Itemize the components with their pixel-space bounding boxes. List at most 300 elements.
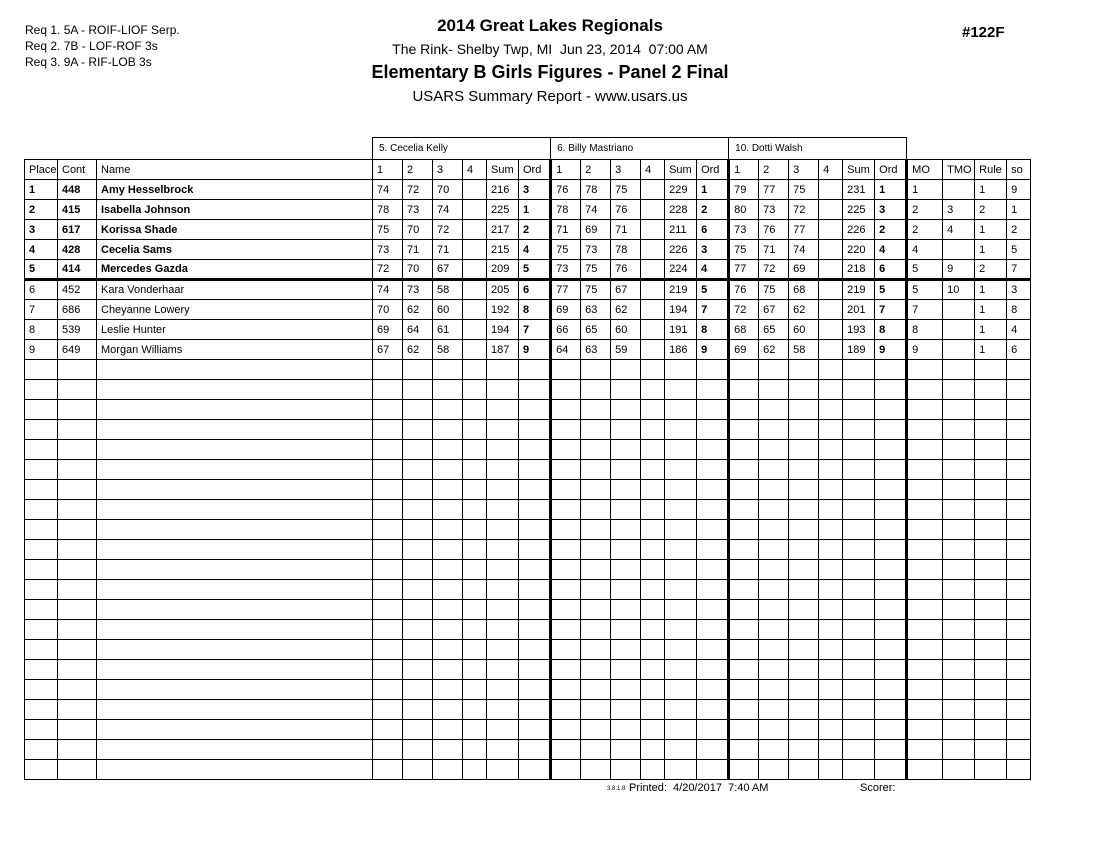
empty-row [25, 740, 1031, 760]
cell-empty [943, 560, 975, 580]
cell-empty [819, 420, 843, 440]
cell-empty [97, 700, 373, 720]
cell-j3-s4 [819, 300, 843, 320]
cell-empty [97, 740, 373, 760]
cell-empty [403, 760, 433, 780]
cell-j1-s4 [463, 200, 487, 220]
cell-empty [373, 440, 403, 460]
cell-j2-s2: 63 [581, 300, 611, 320]
cell-empty [403, 640, 433, 660]
cell-empty [97, 460, 373, 480]
cell-empty [875, 740, 907, 760]
cell-j3-s4 [819, 320, 843, 340]
cell-empty [697, 740, 729, 760]
cell-empty [58, 520, 97, 540]
cell-empty [1007, 420, 1031, 440]
cell-empty [943, 420, 975, 440]
cell-rule: 1 [975, 220, 1007, 240]
cell-empty [463, 700, 487, 720]
cell-empty [759, 600, 789, 620]
cell-empty [843, 480, 875, 500]
cell-empty [25, 660, 58, 680]
cell-empty [611, 700, 641, 720]
cell-empty [907, 740, 943, 760]
cell-empty [665, 360, 697, 380]
cell-empty [975, 760, 1007, 780]
cell-name: Isabella Johnson [97, 200, 373, 220]
cell-empty [843, 680, 875, 700]
cell-j1-sum: 187 [487, 340, 519, 360]
cell-empty [581, 400, 611, 420]
cell-empty [665, 540, 697, 560]
cell-empty [487, 360, 519, 380]
column-header-so: so [1007, 160, 1031, 180]
cell-empty [581, 520, 611, 540]
cell-empty [611, 380, 641, 400]
cell-empty [97, 680, 373, 700]
cell-empty [403, 600, 433, 620]
cell-empty [759, 540, 789, 560]
cell-empty [907, 540, 943, 560]
cell-empty [641, 640, 665, 660]
cell-empty [759, 360, 789, 380]
cell-so: 1 [1007, 200, 1031, 220]
cell-j1-ord: 4 [519, 240, 551, 260]
cell-empty [665, 720, 697, 740]
cell-empty [97, 360, 373, 380]
cell-j2-s1: 78 [551, 200, 581, 220]
cell-j1-s2: 70 [403, 220, 433, 240]
cell-empty [1007, 660, 1031, 680]
cell-empty [943, 720, 975, 740]
cell-j1-ord: 9 [519, 340, 551, 360]
column-header-j1-s2: 2 [403, 160, 433, 180]
cell-empty [433, 360, 463, 380]
column-header-rule: Rule [975, 160, 1007, 180]
cell-empty [403, 360, 433, 380]
cell-empty [519, 760, 551, 780]
cell-empty [907, 760, 943, 780]
cell-empty [487, 500, 519, 520]
cell-empty [611, 740, 641, 760]
cell-empty [943, 380, 975, 400]
cell-empty [433, 500, 463, 520]
cell-place: 1 [25, 180, 58, 200]
cell-empty [843, 360, 875, 380]
cell-empty [819, 520, 843, 540]
cell-empty [943, 520, 975, 540]
cell-empty [819, 720, 843, 740]
cell-empty [463, 560, 487, 580]
cell-j1-s4 [463, 240, 487, 260]
cell-empty [665, 700, 697, 720]
cell-empty [611, 620, 641, 640]
cell-empty [58, 420, 97, 440]
cell-empty [975, 700, 1007, 720]
cell-j3-ord: 9 [875, 340, 907, 360]
cell-j3-s2: 77 [759, 180, 789, 200]
cell-j1-s3: 58 [433, 280, 463, 300]
cell-tmo [943, 320, 975, 340]
cell-empty [759, 740, 789, 760]
cell-empty [907, 380, 943, 400]
cell-empty [1007, 740, 1031, 760]
cell-empty [581, 620, 611, 640]
cell-empty [373, 400, 403, 420]
cell-empty [843, 620, 875, 640]
cell-empty [97, 720, 373, 740]
cell-empty [843, 760, 875, 780]
cell-empty [58, 540, 97, 560]
cell-empty [581, 600, 611, 620]
cell-empty [819, 760, 843, 780]
column-header-j3-s2: 2 [759, 160, 789, 180]
cell-empty [1007, 460, 1031, 480]
cell-so: 4 [1007, 320, 1031, 340]
cell-empty [487, 420, 519, 440]
cell-empty [463, 740, 487, 760]
cell-empty [729, 680, 759, 700]
cell-empty [58, 660, 97, 680]
cell-cont: 617 [58, 220, 97, 240]
cell-empty [487, 640, 519, 660]
cell-empty [819, 700, 843, 720]
cell-empty [697, 520, 729, 540]
cell-empty [487, 380, 519, 400]
cell-j2-s1: 71 [551, 220, 581, 240]
column-header-j2-s2: 2 [581, 160, 611, 180]
cell-j2-s3: 60 [611, 320, 641, 340]
cell-empty [697, 720, 729, 740]
empty-row [25, 700, 1031, 720]
cell-empty [97, 400, 373, 420]
cell-j2-s1: 75 [551, 240, 581, 260]
empty-row [25, 640, 1031, 660]
cell-empty [519, 600, 551, 620]
column-header-j1-ord: Ord [519, 160, 551, 180]
cell-empty [581, 660, 611, 680]
cell-tmo [943, 180, 975, 200]
cell-empty [729, 480, 759, 500]
cell-j1-s3: 60 [433, 300, 463, 320]
cell-tmo: 10 [943, 280, 975, 300]
cell-j1-sum: 225 [487, 200, 519, 220]
cell-j1-sum: 192 [487, 300, 519, 320]
cell-mo: 9 [907, 340, 943, 360]
cell-empty [697, 400, 729, 420]
cell-empty [519, 360, 551, 380]
cell-empty [819, 740, 843, 760]
cell-empty [907, 460, 943, 480]
cell-empty [875, 440, 907, 460]
cell-empty [759, 580, 789, 600]
cell-empty [943, 600, 975, 620]
cell-empty [58, 380, 97, 400]
cell-empty [759, 720, 789, 740]
cell-empty [25, 360, 58, 380]
cell-j3-s4 [819, 280, 843, 300]
cell-empty [729, 620, 759, 640]
cell-empty [581, 700, 611, 720]
cell-empty [519, 380, 551, 400]
cell-empty [403, 540, 433, 560]
cell-empty [759, 760, 789, 780]
skater-row [25, 200, 1031, 220]
cell-empty [789, 400, 819, 420]
cell-empty [403, 440, 433, 460]
cell-place: 2 [25, 200, 58, 220]
cell-j3-sum: 220 [843, 240, 875, 260]
cell-j3-s1: 75 [729, 240, 759, 260]
cell-empty [907, 560, 943, 580]
cell-empty [403, 560, 433, 580]
cell-empty [403, 620, 433, 640]
cell-empty [975, 480, 1007, 500]
cell-empty [943, 760, 975, 780]
cell-empty [58, 740, 97, 760]
cell-empty [641, 660, 665, 680]
cell-empty [463, 660, 487, 680]
cell-empty [665, 520, 697, 540]
cell-empty [819, 540, 843, 560]
cell-j3-s3: 62 [789, 300, 819, 320]
cell-empty [875, 560, 907, 580]
cell-j2-sum: 211 [665, 220, 697, 240]
cell-empty [463, 580, 487, 600]
cell-empty [641, 740, 665, 760]
cell-j2-s4 [641, 240, 665, 260]
cell-empty [581, 360, 611, 380]
event-code: #122F [962, 24, 1005, 41]
cell-empty [819, 600, 843, 620]
cell-empty [25, 440, 58, 460]
column-header-j2-ord: Ord [697, 160, 729, 180]
cell-empty [759, 460, 789, 480]
cell-empty [487, 740, 519, 760]
cell-empty [789, 480, 819, 500]
cell-empty [789, 560, 819, 580]
cell-cont: 539 [58, 320, 97, 340]
cell-name: Morgan Williams [97, 340, 373, 360]
cell-j2-s4 [641, 180, 665, 200]
cell-empty [1007, 400, 1031, 420]
cell-empty [975, 460, 1007, 480]
cell-empty [433, 760, 463, 780]
cell-empty [25, 460, 58, 480]
cell-empty [641, 480, 665, 500]
software-version: 3.8.1.8 [607, 786, 626, 792]
cell-empty [641, 620, 665, 640]
cell-empty [875, 480, 907, 500]
cell-j2-s4 [641, 200, 665, 220]
cell-empty [789, 460, 819, 480]
cell-empty [463, 400, 487, 420]
cell-empty [975, 520, 1007, 540]
cell-empty [1007, 480, 1031, 500]
cell-empty [875, 680, 907, 700]
cell-empty [729, 500, 759, 520]
cell-j3-s1: 73 [729, 220, 759, 240]
empty-row [25, 520, 1031, 540]
cell-empty [819, 580, 843, 600]
cell-so: 6 [1007, 340, 1031, 360]
cell-j2-s2: 75 [581, 260, 611, 280]
cell-mo: 4 [907, 240, 943, 260]
cell-j3-sum: 225 [843, 200, 875, 220]
cell-empty [907, 620, 943, 640]
cell-empty [789, 620, 819, 640]
cell-j3-s3: 60 [789, 320, 819, 340]
cell-empty [403, 400, 433, 420]
column-header-j3-ord: Ord [875, 160, 907, 180]
cell-j1-s2: 71 [403, 240, 433, 260]
cell-empty [581, 440, 611, 460]
cell-empty [875, 460, 907, 480]
cell-empty [611, 360, 641, 380]
cell-j2-ord: 2 [697, 200, 729, 220]
cell-empty [581, 480, 611, 500]
cell-tmo [943, 240, 975, 260]
cell-empty [519, 420, 551, 440]
cell-j1-ord: 3 [519, 180, 551, 200]
cell-empty [373, 380, 403, 400]
skater-row [25, 320, 1031, 340]
cell-empty [697, 480, 729, 500]
cell-empty [1007, 560, 1031, 580]
cell-empty [975, 380, 1007, 400]
cell-empty [433, 400, 463, 420]
cell-empty [433, 660, 463, 680]
cell-j3-ord: 8 [875, 320, 907, 340]
cell-empty [697, 460, 729, 480]
cell-empty [25, 680, 58, 700]
cell-empty [759, 620, 789, 640]
cell-empty [433, 740, 463, 760]
cell-empty [611, 420, 641, 440]
cell-empty [403, 700, 433, 720]
cell-empty [403, 500, 433, 520]
cell-tmo [943, 300, 975, 320]
cell-empty [487, 480, 519, 500]
cell-empty [697, 500, 729, 520]
cell-empty [975, 720, 1007, 740]
column-header-j1-sum: Sum [487, 160, 519, 180]
cell-empty [665, 620, 697, 640]
cell-j1-sum: 194 [487, 320, 519, 340]
cell-empty [551, 660, 581, 680]
cell-tmo [943, 340, 975, 360]
cell-empty [975, 620, 1007, 640]
cell-empty [943, 540, 975, 560]
cell-empty [551, 580, 581, 600]
cell-empty [729, 760, 759, 780]
cell-empty [975, 500, 1007, 520]
cell-empty [58, 360, 97, 380]
cell-j3-s4 [819, 200, 843, 220]
cell-empty [729, 660, 759, 680]
cell-empty [25, 600, 58, 620]
cell-j2-s3: 76 [611, 260, 641, 280]
cell-tmo: 9 [943, 260, 975, 280]
cell-empty [463, 380, 487, 400]
column-header-tmo: TMO [943, 160, 975, 180]
cell-j2-s4 [641, 320, 665, 340]
cell-j1-s1: 69 [373, 320, 403, 340]
cell-place: 3 [25, 220, 58, 240]
cell-j2-s3: 75 [611, 180, 641, 200]
cell-empty [487, 440, 519, 460]
cell-j3-s1: 69 [729, 340, 759, 360]
cell-j1-s2: 73 [403, 280, 433, 300]
cell-empty [433, 520, 463, 540]
cell-empty [519, 500, 551, 520]
cell-empty [641, 680, 665, 700]
cell-j1-s4 [463, 280, 487, 300]
cell-empty [843, 400, 875, 420]
cell-j2-s4 [641, 300, 665, 320]
skater-row [25, 240, 1031, 260]
cell-empty [373, 540, 403, 560]
empty-row [25, 400, 1031, 420]
skater-row [25, 180, 1031, 200]
cell-empty [1007, 380, 1031, 400]
cell-empty [789, 580, 819, 600]
event-title: Elementary B Girls Figures - Panel 2 Final [371, 62, 729, 82]
cell-empty [697, 660, 729, 680]
cell-empty [907, 640, 943, 660]
empty-row [25, 480, 1031, 500]
cell-empty [907, 600, 943, 620]
cell-empty [373, 520, 403, 540]
cell-empty [641, 360, 665, 380]
cell-empty [373, 760, 403, 780]
cell-j2-ord: 7 [697, 300, 729, 320]
cell-empty [463, 640, 487, 660]
cell-empty [843, 380, 875, 400]
cell-empty [943, 620, 975, 640]
cell-empty [463, 500, 487, 520]
cell-empty [697, 760, 729, 780]
cell-empty [875, 720, 907, 740]
cell-empty [907, 400, 943, 420]
cell-empty [373, 640, 403, 660]
cell-j1-s3: 61 [433, 320, 463, 340]
cell-empty [1007, 500, 1031, 520]
column-header-place: Place [25, 160, 58, 180]
cell-j2-s2: 73 [581, 240, 611, 260]
cell-j3-sum: 226 [843, 220, 875, 240]
cell-j1-s2: 72 [403, 180, 433, 200]
cell-empty [373, 720, 403, 740]
cell-empty [665, 660, 697, 680]
cell-empty [907, 720, 943, 740]
cell-j3-s2: 62 [759, 340, 789, 360]
cell-j1-s1: 72 [373, 260, 403, 280]
cell-cont: 414 [58, 260, 97, 280]
cell-empty [1007, 640, 1031, 660]
cell-empty [1007, 700, 1031, 720]
cell-empty [551, 480, 581, 500]
cell-j2-s3: 78 [611, 240, 641, 260]
cell-j1-s1: 73 [373, 240, 403, 260]
cell-empty [463, 600, 487, 620]
cell-j1-ord: 5 [519, 260, 551, 280]
cell-empty [58, 640, 97, 660]
column-header-j2-s3: 3 [611, 160, 641, 180]
cell-j3-s4 [819, 240, 843, 260]
cell-j3-ord: 7 [875, 300, 907, 320]
cell-empty [641, 540, 665, 560]
